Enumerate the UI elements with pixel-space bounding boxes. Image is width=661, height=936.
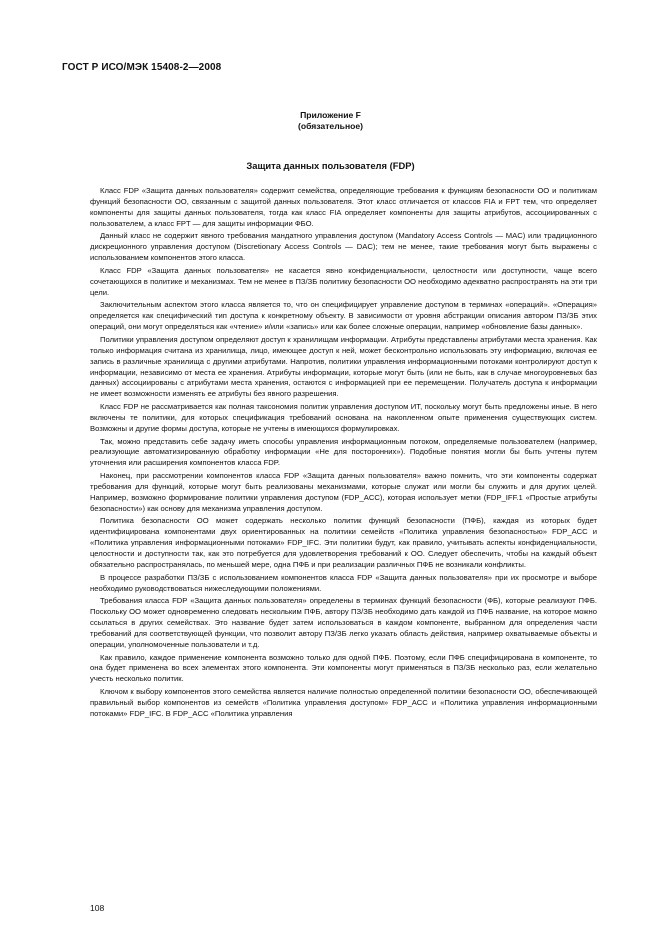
paragraph: Так, можно представить себе задачу иметь способы управления информационным потоком, определяемые пользователем (например, реализующие автоматизированную обработку информации «Не для посторонних»). Подобные понятия могли бы быть учтены путем уточнения или расширения компонентов класса FDP. [90,436,597,468]
paragraph: В процессе разработки ПЗ/ЗБ с использованием компонентов класса FDP «Защита данных пользователя» при их просмотре и выборе необходимо руководствоваться нижеследующими положениями. [90,572,597,593]
page-number: 108 [90,903,105,913]
paragraph: Класс FDP «Защита данных пользователя» содержит семейства, определяющие требования к функциям безопасности ОО и политикам функций безопасности ОО, связанным с защитой данных пользователя. Этот класс отличается от классов FIA и FPT тем, что определяет компоненты для защиты данных пользователя, тогда как класс FIA определяет компоненты для защиты атрибутов, ассоциированных с пользователем, а класс FPT — для защиты информации ФБО. [90,186,597,228]
paragraph: Класс FDP «Защита данных пользователя» не касается явно конфиденциальности, целостности или доступности, чаще всего сочетающихся в политике и механизмах. Тем не менее в ПЗ/ЗБ политику безопасности ОО необходимо адекватно распространять на эти три цели. [90,265,597,297]
body-text [90,186,597,720]
paragraph: Ключом к выбору компонентов этого семейства является наличие полностью определенной политики безопасности ОО, обеспечивающей правильный выбор компонентов из семейств «Политика управления доступом» FDP_ACC и «Политика управления информационными потоками» FDP_IFC. В FDP_ACC «Политика управления [90,687,597,718]
paragraph: Наконец, при рассмотрении компонентов класса FDP «Защита данных пользователя» важно помнить, что эти компоненты содержат требования для функций, которые могут быть реализованы механизмами, которые служат или могли бы служить и для других целей. Например, возможно формирование политики управления доступом (FDP_ACC), которая использует метки (FDP_IFF.1 «Простые атрибуты безопасности») как основу для механизма управления доступом. [90,471,597,513]
paragraph: Политика безопасности ОО может содержать несколько политик функций безопасности (ПФБ), каждая из которых будет идентифицирована компонентами двух ориентированных на политики семейств «Политика управления безопасностью» FDP_ACC и «Политика управления информационными потоками» FDP_IFC. Эти политики будут, как правило, учитывать аспекты конфиденциальности, целостности и доступности так, как это потребуется для удовлетворения требований к ОО. Следует обеспечить, чтобы на каждый объект обязательно распространялась, по меньшей мере, одна ПФБ и при реализации различных ПФБ не возникали конфликты. [90,516,597,569]
appendix-status: (обязательное) [297,121,364,131]
document-header: ГОСТ Р ИСО/МЭК 15408-2—2008 [62,62,222,73]
appendix-heading [0,110,661,132]
appendix-label: Приложение F [300,110,361,120]
section-title: Защита данных пользователя (FDP) [246,160,415,171]
paragraph: Данный класс не содержит явного требования мандатного управления доступом (Mandatory Access Controls — MAC) или традиционного дискреционного управления доступом (Discretionary Access Controls — DAC); тем не менее, такие требования могут быть выражены с использованием компонентов этого класса. [90,231,597,263]
paragraph: Политики управления доступом определяют доступ к хранилищам информации. Атрибуты представлены атрибутами места хранения. Как только информация считана из хранилища, лицо, имеющее доступ к ней, может бесконтрольно использовать эту информацию, включая ее запись в различные хранилища с другими атрибутами. Напротив, политики управления информационными потоками контролируют доступ к информации, независимо от места ее хранения. Атрибуты информации, которые могут быть (или не быть, как в случае многоуровневых баз данных) ассоциированы с атрибутами места хранения, остаются с информацией при ее перемещении. Получатель доступа к информации не имеет возможности изменять ее атрибуты без явного разрешения. [90,334,597,399]
paragraph: Требования класса FDP «Защита данных пользователя» определены в терминах функций безопасности (ФБ), которые реализуют ПФБ. Поскольку ОО может одновременно следовать нескольким ПФБ, автору ПЗ/ЗБ необходимо дать каждой из ПФБ название, на которое можно ссылаться в других семействах. Это название будет затем использоваться в каждом компоненте, выбранном для определения части требований для соответствующей функции, что позволит автору ПЗ/ЗБ легко указать область действия, например охватываемые объекты и операции, уполномоченные пользователи и т.д. [90,596,597,649]
paragraph: Заключительным аспектом этого класса является то, что он специфицирует управление доступом в терминах «операций». «Операция» определяется как специфический тип доступа к конкретному объекту. В зависимости от уровня абстракции описания автором ПЗ/ЗБ этих операций, они могут определяться как «чтение» и/или «запись» или как более сложные операции, например «обновление базы данных». [90,300,597,332]
paragraph: Класс FDP не рассматривается как полная таксономия политик управления доступом ИТ, поскольку могут быть предложены иные. В него включены те политики, для которых спецификация требований основана на накопленном опыте применения существующих систем. Возможны и другие формы доступа, которые не учтены в имеющихся формулировках. [90,402,597,433]
paragraph: Как правило, каждое применение компонента возможно только для одной ПФБ. Поэтому, если ПФБ специфицирована в компоненте, то она будет применена во всех элементах этого компонента. Эти компоненты могут применяться в ПЗ/ЗБ несколько раз, если желательно учесть несколько политик. [90,652,597,684]
